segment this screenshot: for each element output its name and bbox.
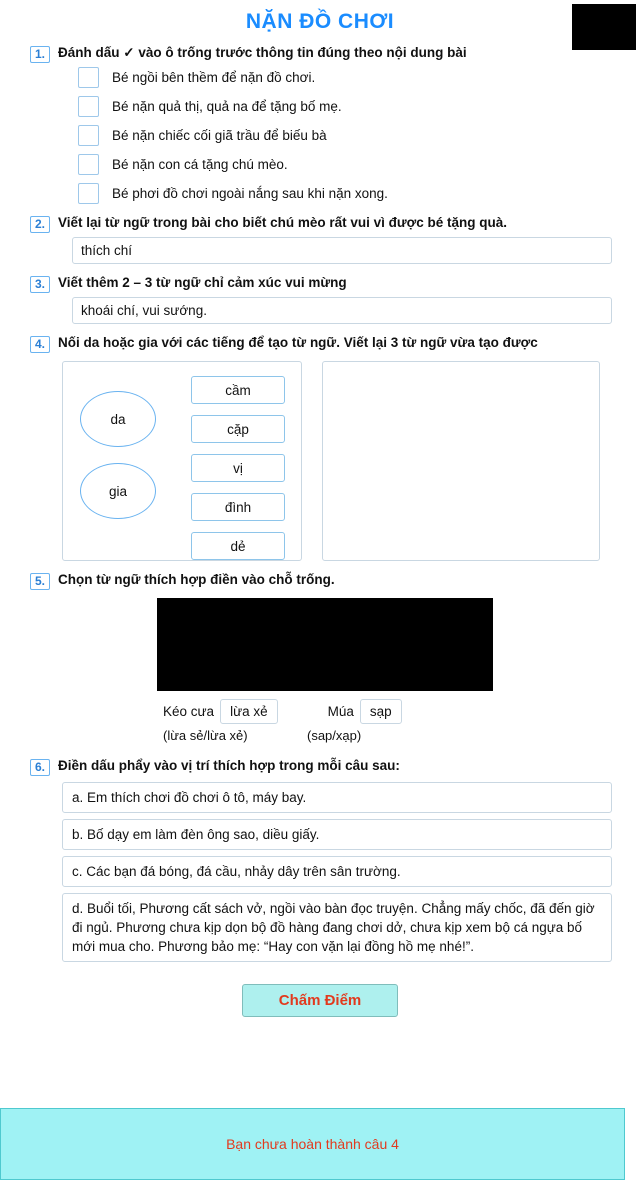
checkbox-option-5[interactable] xyxy=(78,183,99,204)
fill-label-1: Kéo cưa xyxy=(163,704,215,719)
question-5-row xyxy=(0,571,640,590)
checkbox-option-4[interactable] xyxy=(78,154,99,175)
option-label: Bé ngồi bên thềm để nặn đồ chơi. xyxy=(112,70,316,85)
question-4-matching-area xyxy=(62,361,640,561)
question-5-fill-row xyxy=(0,699,640,724)
redacted-region-question-5 xyxy=(157,598,493,691)
question-5-hints xyxy=(0,728,640,743)
fill-input-1[interactable]: lừa xẻ xyxy=(220,699,278,724)
list-item[interactable] xyxy=(78,67,640,88)
question-4-answer-input[interactable] xyxy=(322,361,600,561)
question-6-input-d[interactable]: d. Buổi tối, Phương cất sách vở, ngồi vào bàn đọc truyện. Chẳng mấy chốc, đã đến giờ đi ngủ. Phương chưa kịp dọn bộ đồ hàng đang chơi dở, chưa kịp xem bộ cá ngựa bố mới mua cho. Phương bảo mẹ: “Hay con vặn lại đồng hồ mẹ nhé!”. xyxy=(62,893,612,962)
list-item[interactable] xyxy=(78,125,640,146)
fill-input-2[interactable]: sạp xyxy=(360,699,402,724)
match-circle-da[interactable]: da xyxy=(80,391,156,447)
question-2-text: Viết lại từ ngữ trong bài cho biết chú mèo rất vui vì được bé tặng quà. xyxy=(58,215,507,230)
option-label: Bé phơi đồ chơi ngoài nắng sau khi nặn xong. xyxy=(112,186,388,201)
list-item[interactable] xyxy=(78,183,640,204)
fill-hint-1: (lừa sẻ/lừa xẻ) xyxy=(163,728,248,743)
fill-hint-2: (sap/xạp) xyxy=(307,728,362,743)
question-1-number: 1. xyxy=(30,46,50,63)
question-6-input-b[interactable]: b. Bố dạy em làm đèn ông sao, diều giấy. xyxy=(62,819,612,850)
submit-button[interactable]: Chấm Điểm xyxy=(242,984,398,1017)
match-word-4[interactable]: đình xyxy=(191,493,285,521)
match-word-3[interactable]: vị xyxy=(191,454,285,482)
matching-panel[interactable] xyxy=(62,361,302,561)
option-label: Bé nặn chiếc cối giã trầu để biếu bà xyxy=(112,128,327,143)
question-6-text: Điền dấu phẩy vào vị trí thích hợp trong mỗi câu sau: xyxy=(58,758,400,773)
question-4-number: 4. xyxy=(30,336,50,353)
question-6-input-a[interactable]: a. Em thích chơi đồ chơi ô tô, máy bay. xyxy=(62,782,612,813)
question-1-row xyxy=(0,44,640,63)
match-word-5[interactable]: dẻ xyxy=(191,532,285,560)
match-word-1[interactable]: cầm xyxy=(191,376,285,404)
option-label: Bé nặn quả thị, quả na để tặng bố mẹ. xyxy=(112,99,342,114)
status-bar xyxy=(0,1108,625,1180)
question-6-input-c[interactable]: c. Các bạn đá bóng, đá cầu, nhảy dây trên sân trường. xyxy=(62,856,612,887)
list-item[interactable] xyxy=(78,96,640,117)
option-label: Bé nặn con cá tặng chú mèo. xyxy=(112,157,288,172)
question-1-text: Đánh dấu ✓ vào ô trống trước thông tin đúng theo nội dung bài xyxy=(58,45,467,60)
redacted-region-top xyxy=(572,4,636,50)
question-2-answer-input[interactable]: thích chí xyxy=(72,237,612,264)
match-circle-gia[interactable]: gia xyxy=(80,463,156,519)
fill-label-2: Múa xyxy=(327,704,354,719)
question-2-number: 2. xyxy=(30,216,50,233)
checkbox-option-2[interactable] xyxy=(78,96,99,117)
question-6-number: 6. xyxy=(30,759,50,776)
question-3-row xyxy=(0,274,640,293)
status-message: Bạn chưa hoàn thành câu 4 xyxy=(226,1136,399,1152)
page-title: NẶN ĐỒ CHƠI xyxy=(245,10,395,33)
question-5-number: 5. xyxy=(30,573,50,590)
list-item[interactable] xyxy=(78,154,640,175)
match-word-2[interactable]: cặp xyxy=(191,415,285,443)
question-4-row xyxy=(0,334,640,353)
question-3-text: Viết thêm 2 – 3 từ ngữ chỉ cảm xúc vui mừng xyxy=(58,275,347,290)
question-2-row xyxy=(0,214,640,233)
question-4-text: Nối da hoặc gia với các tiếng để tạo từ ngữ. Viết lại 3 từ ngữ vừa tạo được xyxy=(58,335,538,350)
question-1-options xyxy=(0,67,640,204)
question-3-answer-input[interactable]: khoái chí, vui sướng. xyxy=(72,297,612,324)
checkbox-option-3[interactable] xyxy=(78,125,99,146)
question-3-number: 3. xyxy=(30,276,50,293)
question-6-row xyxy=(0,757,640,776)
checkbox-option-1[interactable] xyxy=(78,67,99,88)
question-5-text: Chọn từ ngữ thích hợp điền vào chỗ trống. xyxy=(58,572,335,587)
